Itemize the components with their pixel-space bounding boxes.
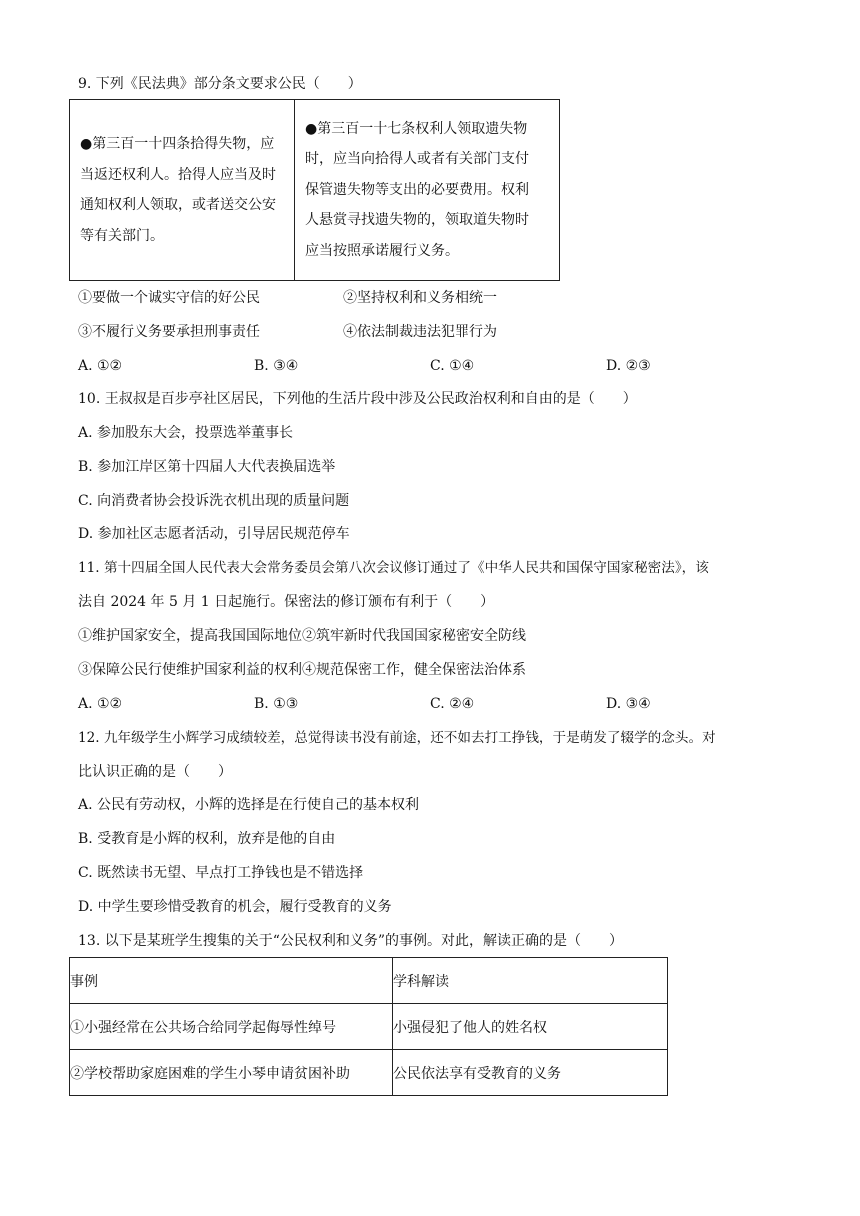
q10-choice-a[interactable]: A. 参加股东大会，投票选举董事长	[78, 425, 294, 441]
q12-stem-line2: 比认识正确的是（ ）	[78, 764, 232, 780]
q9-right-line: ●第三百一十七条权利人领取遗失物	[305, 120, 528, 137]
q13-stem: 13. 以下是某班学生搜集的关于“公民权利和义务”的事例。对此，解读正确的是（ ）	[78, 933, 624, 949]
q13-row2-interpretation: 公民依法享有受教育的义务	[393, 1050, 668, 1096]
q9-left-line: 等有关部门。	[80, 227, 164, 244]
q10-choice-b[interactable]: B. 参加江岸区第十四届人大代表换届选举	[78, 459, 336, 475]
q11-items-line1: ①维护国家安全，提高我国国际地位②筑牢新时代我国国家秘密安全防线	[78, 628, 526, 644]
q13-row2-case: ②学校帮助家庭困难的学生小琴申请贫困补助	[70, 1050, 393, 1096]
q13-header-case: 事例	[70, 958, 393, 1004]
q9-law-table	[69, 99, 560, 281]
q11-stem-line2: 法自 2024 年 5 月 1 日起施行。保密法的修订颁布有利于（ ）	[78, 594, 495, 610]
q11-option-a[interactable]: A. ①②	[78, 696, 123, 712]
q11-option-c[interactable]: C. ②④	[430, 696, 475, 712]
table-header-row	[70, 958, 668, 1004]
q10-stem: 10. 王叔叔是百步亭社区居民，下列他的生活片段中涉及公民政治权利和自由的是（ ）	[78, 391, 637, 407]
q9-left-cell	[70, 100, 295, 281]
q9-item-4: ④依法制裁违法犯罪行为	[343, 324, 497, 340]
q11-option-d[interactable]: D. ③④	[606, 696, 651, 712]
q12-choice-d[interactable]: D. 中学生要珍惜受教育的机会，履行受教育的义务	[78, 899, 392, 915]
q9-right-line: 应当按照承诺履行义务。	[305, 242, 459, 259]
q9-item-3: ③不履行义务要承担刑事责任	[78, 324, 260, 340]
q9-option-c[interactable]: C. ①④	[430, 358, 475, 374]
q10-choice-d[interactable]: D. 参加社区志愿者活动，引导居民规范停车	[78, 526, 350, 542]
q9-item-2: ②坚持权利和义务相统一	[343, 290, 497, 306]
q11-items-line2: ③保障公民行使维护国家利益的权利④规范保密工作，健全保密法治体系	[78, 662, 526, 678]
q9-option-a[interactable]: A. ①②	[78, 358, 123, 374]
q10-choice-c[interactable]: C. 向消费者协会投诉洗衣机出现的质量问题	[78, 493, 350, 509]
q9-right-line: 人悬赏寻找遗失物的，领取道失物时	[305, 212, 529, 229]
q11-option-b[interactable]: B. ①③	[254, 696, 299, 712]
q9-stem: 9. 下列《民法典》部分条文要求公民（ ）	[78, 76, 362, 92]
q9-left-line: ●第三百一十四条拾得失物，应	[80, 136, 275, 152]
q9-right-line: 时，应当向拾得人或者有关部门支付	[305, 151, 529, 168]
q9-item-1: ①要做一个诚实守信的好公民	[78, 290, 260, 306]
q13-row1-case: ①小强经常在公共场合给同学起侮辱性绰号	[70, 1004, 393, 1050]
q11-stem-line1: 11. 第十四届全国人民代表大会常务委员会第八次会议修订通过了《中华人民共和国保守国家秘密法》，该	[78, 560, 709, 576]
q12-choice-c[interactable]: C. 既然读书无望、早点打工挣钱也是不错选择	[78, 865, 364, 881]
table-row	[70, 1050, 668, 1096]
q12-stem-line1: 12. 九年级学生小辉学习成绩较差，总觉得读书没有前途，还不如去打工挣钱，于是萌发了辍学的念头。对	[78, 730, 716, 746]
q9-option-b[interactable]: B. ③④	[254, 358, 299, 374]
table-row	[70, 1004, 668, 1050]
q9-left-line: 当返还权利人。拾得人应当及时	[80, 166, 276, 183]
q12-choice-b[interactable]: B. 受教育是小辉的权利，放弃是他的自由	[78, 831, 336, 847]
q9-option-d[interactable]: D. ②③	[606, 358, 651, 374]
q13-header-interpretation: 学科解读	[393, 958, 668, 1004]
q12-choice-a[interactable]: A. 公民有劳动权，小辉的选择是在行使自己的基本权利	[78, 797, 420, 813]
q9-left-line: 通知权利人领取，或者送交公安	[80, 197, 276, 213]
q13-table	[69, 957, 668, 1096]
q9-right-cell	[295, 100, 560, 281]
q13-row1-interpretation: 小强侵犯了他人的姓名权	[393, 1004, 668, 1050]
q9-right-line: 保管遗失物等支出的必要费用。权利	[305, 181, 529, 198]
